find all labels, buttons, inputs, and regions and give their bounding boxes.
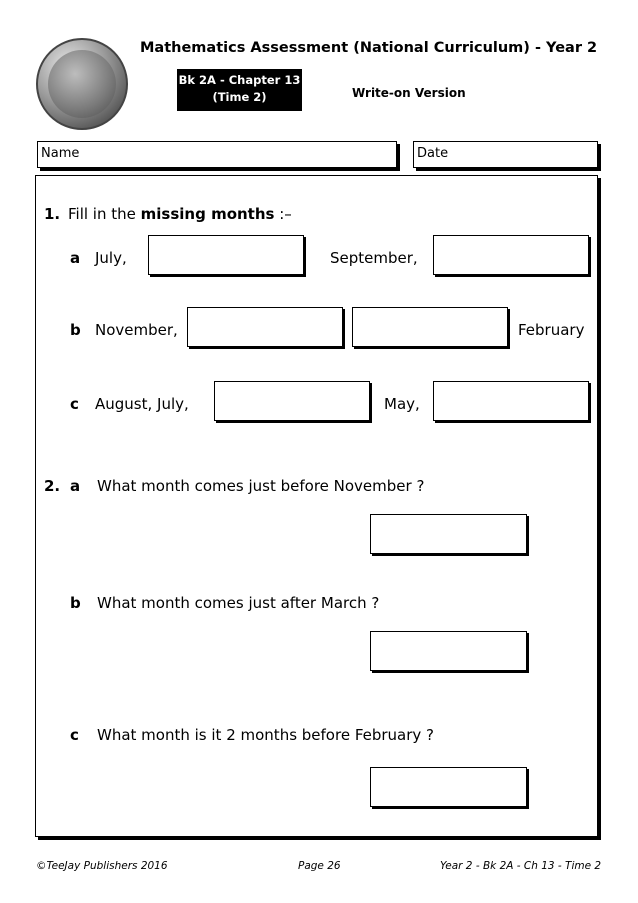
- name-label: Name: [41, 146, 80, 161]
- name-field[interactable]: [37, 141, 397, 168]
- q1a-answer-box-1[interactable]: [148, 235, 304, 275]
- q1c-answer-box-2[interactable]: [433, 381, 589, 421]
- q2c-text: What month is it 2 months before February ?: [97, 726, 435, 744]
- q1-number: 1.: [44, 205, 61, 223]
- footer-copyright: ©TeeJay Publishers 2016: [36, 860, 168, 872]
- q1a-answer-box-2[interactable]: [433, 235, 589, 275]
- q2a-label: a: [70, 477, 81, 495]
- q1c-answer-box-1[interactable]: [214, 381, 370, 421]
- q1a-text-1: July,: [95, 249, 127, 267]
- q1c-label: c: [70, 395, 79, 413]
- q2b-text: What month comes just after March ?: [97, 594, 380, 612]
- date-label: Date: [417, 146, 449, 161]
- date-field[interactable]: [413, 141, 598, 168]
- teejay-logo: [36, 38, 128, 130]
- q1b-answer-box-1[interactable]: [187, 307, 343, 347]
- q1c-text-2: May,: [384, 395, 420, 413]
- q2b-label: b: [70, 594, 81, 612]
- q1b-answer-box-2[interactable]: [352, 307, 508, 347]
- page-title: Mathematics Assessment (National Curriculum) - Year 2: [140, 40, 598, 56]
- q2a-answer-box[interactable]: [370, 514, 527, 554]
- q1-instruction-bold: missing months: [140, 205, 275, 223]
- badge-line-2: (Time 2): [212, 90, 267, 104]
- q1c-text-1: August, July,: [95, 395, 189, 413]
- q2c-answer-box[interactable]: [370, 767, 527, 807]
- chapter-badge: [177, 69, 302, 111]
- q2a-text: What month comes just before November ?: [97, 477, 425, 495]
- footer-reference: Year 2 - Bk 2A - Ch 13 - Time 2: [440, 860, 602, 872]
- q1b-text-1: November,: [95, 321, 178, 339]
- badge-line-1: Bk 2A - Chapter 13: [178, 73, 301, 87]
- q2b-answer-box[interactable]: [370, 631, 527, 671]
- q2c-label: c: [70, 726, 79, 744]
- q1a-text-2: September,: [330, 249, 418, 267]
- footer-page-number: Page 26: [298, 860, 341, 872]
- q1b-text-2: February: [518, 321, 585, 339]
- version-label: Write-on Version: [352, 86, 466, 100]
- q1a-label: a: [70, 249, 81, 267]
- q1b-label: b: [70, 321, 81, 339]
- q2-number: 2.: [44, 477, 61, 495]
- q1-instruction: Fill in the missing months :–: [68, 205, 292, 223]
